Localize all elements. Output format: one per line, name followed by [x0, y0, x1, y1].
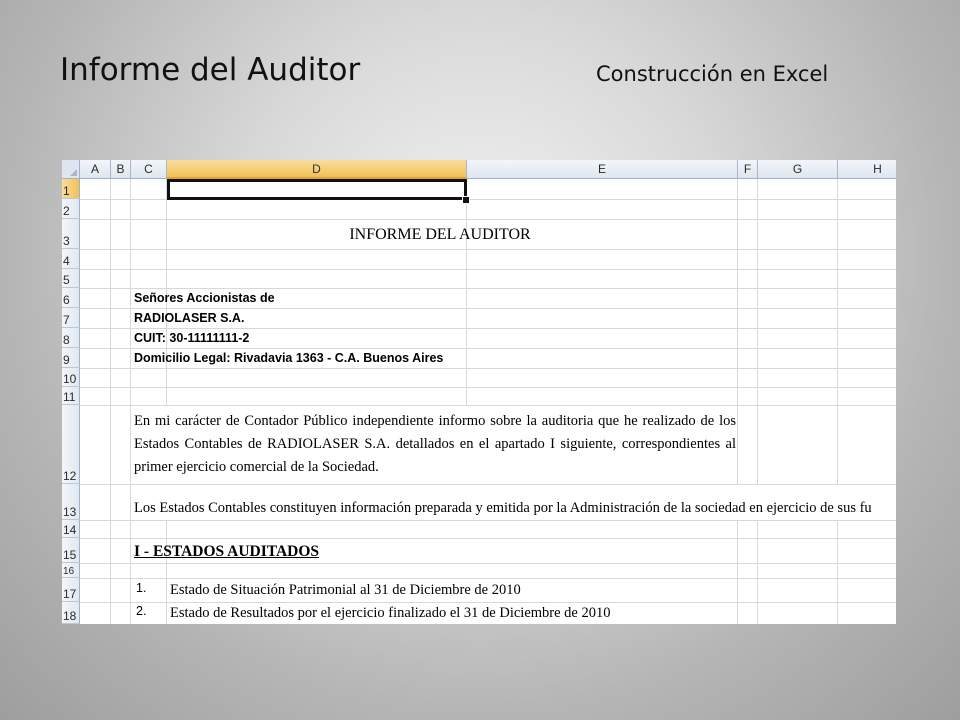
row-header-5[interactable]: 5: [62, 269, 80, 288]
gridline: [80, 219, 896, 220]
gridline: [80, 387, 896, 388]
gridline: [837, 179, 838, 484]
slide-subtitle: Construcción en Excel: [596, 62, 829, 86]
column-header-a[interactable]: A: [80, 160, 111, 179]
row-header-4[interactable]: 4: [62, 249, 80, 269]
cuit-cell[interactable]: CUIT: 30-11111111-2: [134, 331, 250, 345]
column-header-e[interactable]: E: [467, 160, 738, 179]
item-number-cell[interactable]: 1.: [136, 581, 147, 595]
addressee-cell[interactable]: Señores Accionistas de: [134, 291, 275, 305]
fill-handle[interactable]: [462, 196, 470, 204]
column-header-d[interactable]: D: [167, 160, 467, 179]
gridline: [80, 348, 896, 349]
company-cell[interactable]: RADIOLASER S.A.: [134, 311, 245, 325]
row-header-9[interactable]: 9: [62, 348, 80, 368]
item-text-cell[interactable]: Estado de Resultados por el ejercicio finalizado el 31 de Diciembre de 2010: [170, 605, 611, 621]
item-number-cell[interactable]: 2.: [136, 604, 147, 618]
gridline: [80, 484, 896, 485]
gridline: [737, 179, 738, 484]
gridline: [757, 179, 758, 484]
gridline: [80, 269, 896, 270]
gridline: [80, 538, 896, 539]
select-all-corner[interactable]: [62, 160, 80, 179]
active-cell-d1[interactable]: [167, 179, 467, 200]
column-header-h[interactable]: H: [838, 160, 896, 179]
column-header-f[interactable]: F: [738, 160, 758, 179]
gridline: [757, 520, 758, 624]
gridline: [80, 308, 896, 309]
slide-title: Informe del Auditor: [60, 52, 361, 88]
row-header-17[interactable]: 17: [62, 578, 80, 602]
row-header-2[interactable]: 2: [62, 199, 80, 219]
gridline: [80, 328, 896, 329]
gridline: [110, 179, 111, 624]
column-header-c[interactable]: C: [131, 160, 167, 179]
spreadsheet[interactable]: [62, 160, 896, 624]
row-header-1[interactable]: 1: [62, 179, 80, 199]
row-header-15[interactable]: 15: [62, 538, 80, 563]
column-header-g[interactable]: G: [758, 160, 838, 179]
gridline: [80, 249, 896, 250]
row-header-16[interactable]: 16: [62, 563, 80, 578]
gridline: [737, 520, 738, 624]
row-header-11[interactable]: 11: [62, 387, 80, 405]
row-header-13[interactable]: 13: [62, 484, 80, 520]
responsibility-paragraph-cell[interactable]: Los Estados Contables constituyen información preparada y emitida por la Administración de la sociedad en ejercicio de sus fu: [134, 500, 872, 516]
gridline: [80, 288, 896, 289]
row-header-3[interactable]: 3: [62, 219, 80, 249]
gridline: [80, 520, 896, 521]
gridline: [80, 578, 896, 579]
row-header-7[interactable]: 7: [62, 308, 80, 328]
item-text-cell[interactable]: Estado de Situación Patrimonial al 31 de Diciembre de 2010: [170, 582, 521, 598]
gridline: [80, 563, 896, 564]
gridline: [80, 405, 896, 406]
row-header-6[interactable]: 6: [62, 288, 80, 308]
row-header-8[interactable]: 8: [62, 328, 80, 348]
row-header-10[interactable]: 10: [62, 368, 80, 387]
gridline: [837, 520, 838, 624]
section-heading-cell[interactable]: I - ESTADOS AUDITADOS: [134, 543, 320, 560]
row-header-14[interactable]: 14: [62, 520, 80, 538]
select-all-triangle-icon: [70, 169, 77, 176]
report-title-cell[interactable]: INFORME DEL AUDITOR: [349, 226, 531, 243]
gridline: [466, 179, 467, 405]
intro-paragraph-cell[interactable]: En mi carácter de Contador Público independiente informo sobre la auditoria que he realizado de los Estados Contables de RADIOLASER S.A. detallados en el apartado I siguiente, correspondientes al primer ejercicio comercial de la Sociedad.: [134, 413, 736, 475]
gridline: [166, 520, 167, 624]
gridline: [80, 368, 896, 369]
domicile-cell[interactable]: Domicilio Legal: Rivadavia 1363 - C.A. Buenos Aires: [134, 351, 444, 365]
column-header-b[interactable]: B: [111, 160, 131, 179]
row-header-18[interactable]: 18: [62, 602, 80, 624]
gridline: [130, 179, 131, 624]
gridline: [80, 602, 896, 603]
row-header-12[interactable]: 12: [62, 405, 80, 484]
